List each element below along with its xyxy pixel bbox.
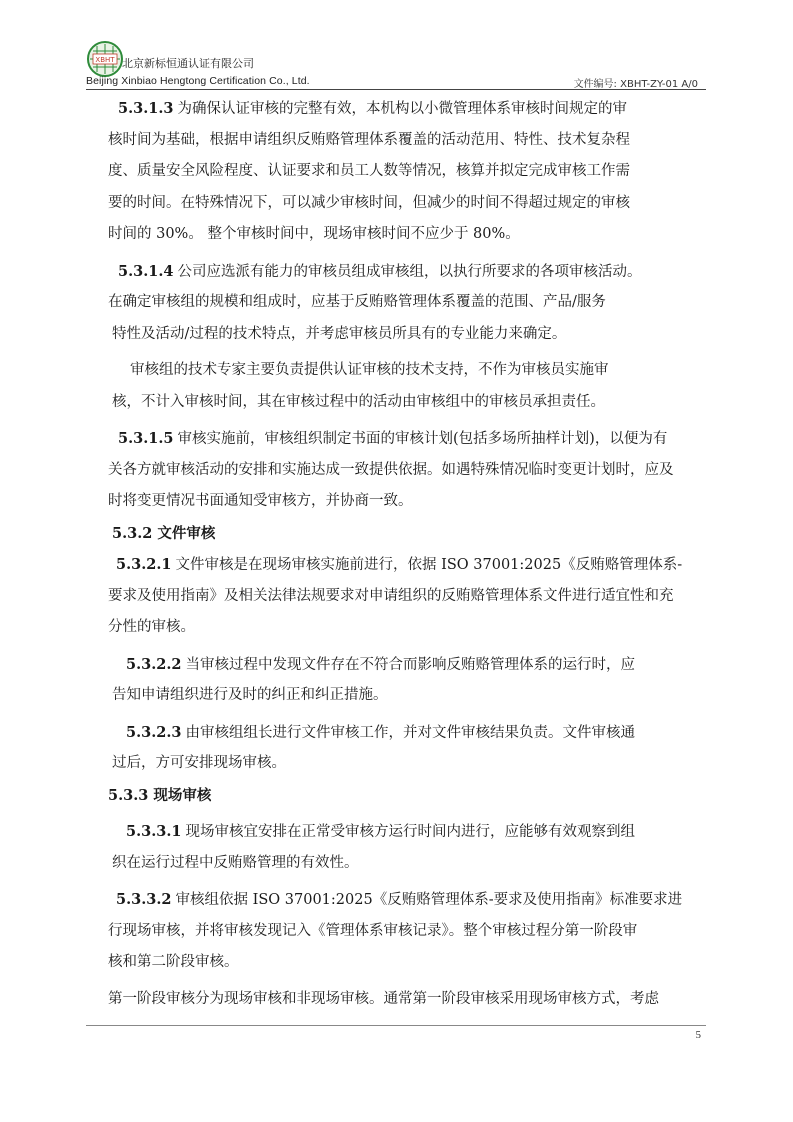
document-body [108,93,708,1015]
clause-number: 5.3.2.3 [126,723,182,741]
page-number: 5 [695,1029,701,1041]
paragraph-line: 行现场审核，并将审核发现记入《管理体系审核记录》。整个审核过程分第一阶段审 [108,922,638,939]
paragraph-text: 为确保认证审核的完整有效，本机构以小微管理体系审核时间规定的审 [177,101,628,117]
paragraph-text: 审核组依据 ISO 37001:2025《反贿赂管理体系-要求及使用指南》标准要求进 [175,892,683,908]
clause-number: 5.3.2.1 [116,556,172,573]
paragraph-line: 时间的 30%。 整个审核时间中，现场审核时间不应少于 80%。 [108,226,520,242]
paragraph-text: 由审核组组长进行文件审核工作，并对文件审核结果负责。文件审核通 [185,724,636,741]
paragraph-line: 时将变更情况书面通知受审核方，并协商一致。 [108,493,413,509]
paragraph-line: 核，不计入审核时间，其在审核过程中的活动由审核组中的审核员承担责任。 [112,393,605,410]
paragraph-line: 第一阶段审核分为现场审核和非现场审核。通常第一阶段审核采用现场审核方式，考虑 [108,990,659,1007]
paragraph-line: 要求及使用指南》及相关法律法规要求对申请组织的反贿赂管理体系文件进行适宜性和充 [108,587,674,604]
paragraph-line [108,256,708,288]
paragraph-text: 现场审核宜安排在正常受审核方运行时间内进行，应能够有效观察到组 [185,824,636,840]
page-header [86,38,706,92]
section-heading: 5.3.2 文件审核 [112,524,216,542]
paragraph-line: 在确定审核组的规模和组成时，应基于反贿赂管理体系覆盖的范围、产品/服务 [108,294,606,310]
clause-number: 5.3.1.4 [118,262,174,280]
paragraph-text: 当审核过程中发现文件存在不符合而影响反贿赂管理体系的运行时，应 [185,656,636,673]
document-number: 文件编号: XBHT-ZY-01 A/0 [573,79,698,90]
paragraph-line: 核和第二阶段审核。 [108,954,239,970]
paragraph-line: 特性及活动/过程的技术特点，并考虑审核员所具有的专业能力来确定。 [112,325,567,342]
paragraph-line: 关各方就审核活动的安排和实施达成一致提供依据。如遇特殊情况临时变更计划时，应及 [108,461,674,478]
paragraph-line [108,884,708,916]
logo-text: XBHT [95,56,115,64]
company-name-en: Beijing Xinbiao Hengtong Certification Co., Ltd. [86,75,310,87]
paragraph-text: 文件审核是在现场审核实施前进行，依据 ISO 37001:2025《反贿赂管理体系- [175,557,683,573]
clause-number: 5.3.3.1 [126,823,182,840]
footer-divider [86,1025,706,1026]
paragraph-line: 过后，方可安排现场审核。 [112,755,286,771]
paragraph-line [108,93,708,125]
paragraph-line [108,649,708,681]
clause-number: 5.3.2.2 [126,655,182,673]
paragraph-line: 要的时间。在特殊情况下，可以减少审核时间，但减少的时间不得超过规定的审核 [108,194,630,211]
clause-number: 5.3.3.2 [116,891,172,908]
paragraph-line: 分性的审核。 [108,619,195,635]
paragraph-line: 度、质量安全风险程度、认证要求和员工人数等情况，核算并拟定完成审核工作需 [108,163,630,179]
clause-number: 5.3.1.3 [118,100,174,117]
paragraph-line: 告知申请组织进行及时的纠正和纠正措施。 [112,687,388,703]
header-divider [86,89,706,90]
company-logo-icon [86,40,124,78]
paragraph-line [108,549,708,581]
clause-number: 5.3.1.5 [118,430,174,447]
section-heading: 5.3.3 现场审核 [108,786,212,804]
paragraph-text: 审核实施前，审核组织制定书面的审核计划(包括多场所抽样计划)，以便为有 [177,431,668,447]
paragraph-line: 核时间为基础，根据申请组织反贿赂管理体系覆盖的活动范用、特性、技术复杂程 [108,131,630,148]
paragraph-line: 审核组的技术专家主要负责提供认证审核的技术支持，不作为审核员实施审 [130,362,609,378]
company-name-cn: 北京新标恒通认证有限公司 [122,57,254,70]
paragraph-line [108,423,708,455]
paragraph-line [108,717,708,749]
paragraph-line: 织在运行过程中反贿赂管理的有效性。 [112,854,359,871]
paragraph-text: 公司应选派有能力的审核员组成审核组，以执行所要求的各项审核活动。 [177,263,642,280]
paragraph-line [108,816,708,848]
